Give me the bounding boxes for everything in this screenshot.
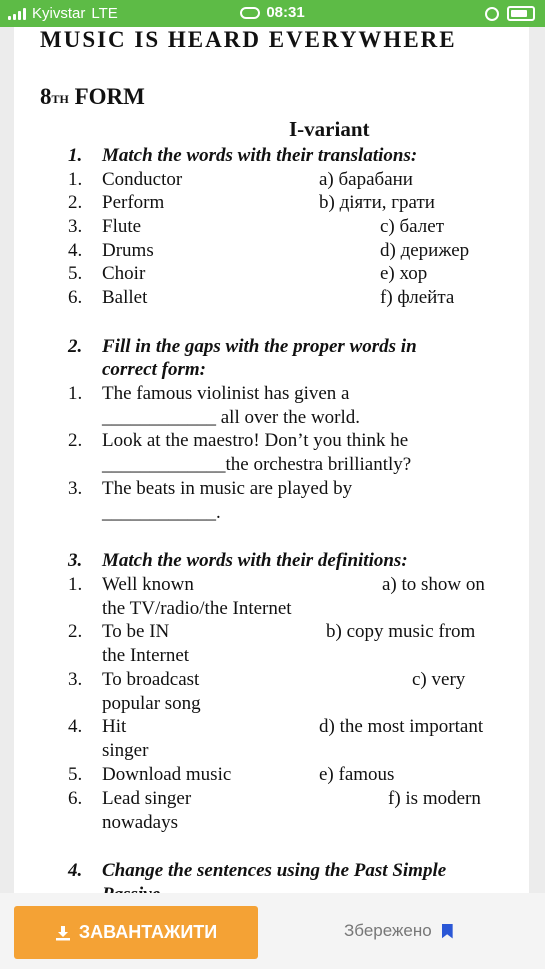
task1-translation: b) діяти, грати	[319, 192, 435, 213]
form-heading	[40, 86, 145, 108]
task1-item-num: 1.	[68, 169, 83, 190]
task4-num: 4.	[68, 860, 83, 881]
task1-word: Choir	[102, 263, 146, 284]
task2-line: The beats in music are played by	[102, 478, 353, 499]
form-word: FORM	[68, 84, 145, 109]
task3-word: Download music	[102, 764, 232, 785]
task1-item-num: 6.	[68, 287, 83, 308]
task2-heading-cont: correct form:	[102, 359, 206, 380]
task2-line-cont: ____________ all over the world.	[102, 407, 361, 428]
bookmark-icon	[442, 924, 453, 939]
battery-icon	[507, 6, 535, 21]
task2-item-num: 1.	[68, 383, 83, 404]
task3-item-num: 5.	[68, 764, 83, 785]
task3-definition: c) very	[412, 669, 466, 690]
task2-item-num: 2.	[68, 430, 83, 451]
task3-definition: a) to show on	[382, 574, 485, 595]
task3-definition: b) copy music from	[326, 621, 476, 642]
task4-heading: Change the sentences using the Past Simple	[102, 860, 447, 881]
status-bar	[0, 0, 545, 27]
task1-item-num: 4.	[68, 240, 83, 261]
orientation-lock-icon	[485, 7, 499, 21]
task1-heading: Match the words with their translations:	[102, 145, 418, 166]
task3-word: Hit	[102, 716, 127, 737]
bottom-bar	[0, 893, 545, 969]
task1-num: 1.	[68, 145, 83, 166]
task3-definition: d) the most important	[319, 716, 484, 737]
task3-word: To be IN	[102, 621, 170, 642]
task1-word: Drums	[102, 240, 154, 261]
task2-item-num: 3.	[68, 478, 83, 499]
task1-translation: c) балет	[380, 216, 444, 237]
task2-line-cont: ____________.	[102, 502, 221, 523]
saved-button[interactable]	[344, 921, 453, 941]
task1-translation: a) барабани	[319, 169, 413, 190]
task1-translation: f) флейта	[380, 287, 455, 308]
task3-item-num: 4.	[68, 716, 83, 737]
task3-wrap: the TV/radio/the Internet	[102, 598, 292, 619]
task1-word: Conductor	[102, 169, 183, 190]
task3-definition: f) is modern	[388, 788, 481, 809]
task1-word: Ballet	[102, 287, 148, 308]
task3-item-num: 6.	[68, 788, 83, 809]
task3-wrap: the Internet	[102, 645, 190, 666]
task1-translation: e) хор	[380, 263, 428, 284]
task3-item-num: 2.	[68, 621, 83, 642]
task3-item-num: 3.	[68, 669, 83, 690]
doc-title: MUSIC IS HEARD EVERYWHERE	[40, 27, 457, 52]
clock: 08:31	[266, 4, 305, 21]
task1-item-num: 5.	[68, 263, 83, 284]
task2-heading: Fill in the gaps with the proper words in	[102, 336, 417, 357]
task2-num: 2.	[68, 336, 83, 357]
task2-line: Look at the maestro! Don’t you think he	[102, 430, 409, 451]
carrier-label: Kyivstar	[32, 5, 86, 22]
form-num: 8	[40, 84, 52, 109]
form-sup: TH	[51, 92, 69, 106]
task3-wrap: nowadays	[102, 812, 178, 833]
task3-word: To broadcast	[102, 669, 200, 690]
task3-word: Lead singer	[102, 788, 192, 809]
task3-wrap: popular song	[102, 693, 201, 714]
task3-num: 3.	[68, 550, 83, 571]
task2-line-cont: _____________the orchestra brilliantly?	[102, 454, 412, 475]
status-time-wrap	[0, 4, 545, 21]
task1-word: Perform	[102, 192, 165, 213]
task3-word: Well known	[102, 574, 194, 595]
link-icon	[240, 7, 260, 19]
task1-item-num: 2.	[68, 192, 83, 213]
network-label: LTE	[91, 5, 118, 22]
task3-heading: Match the words with their definitions:	[102, 550, 408, 571]
task3-definition: e) famous	[319, 764, 395, 785]
task1-word: Flute	[102, 216, 142, 237]
task2-line: The famous violinist has given a	[102, 383, 350, 404]
task3-item-num: 1.	[68, 574, 83, 595]
document-page	[14, 27, 529, 893]
task1-item-num: 3.	[68, 216, 83, 237]
saved-label: Збережено	[344, 921, 432, 940]
task1-translation: d) дерижер	[380, 240, 470, 261]
status-right	[485, 6, 535, 21]
variant-heading: I-variant	[289, 117, 370, 141]
download-label: ЗАВАНТАЖИТИ	[78, 922, 218, 942]
download-icon	[55, 925, 71, 941]
task3-wrap: singer	[102, 740, 149, 761]
download-button[interactable]	[14, 906, 258, 959]
